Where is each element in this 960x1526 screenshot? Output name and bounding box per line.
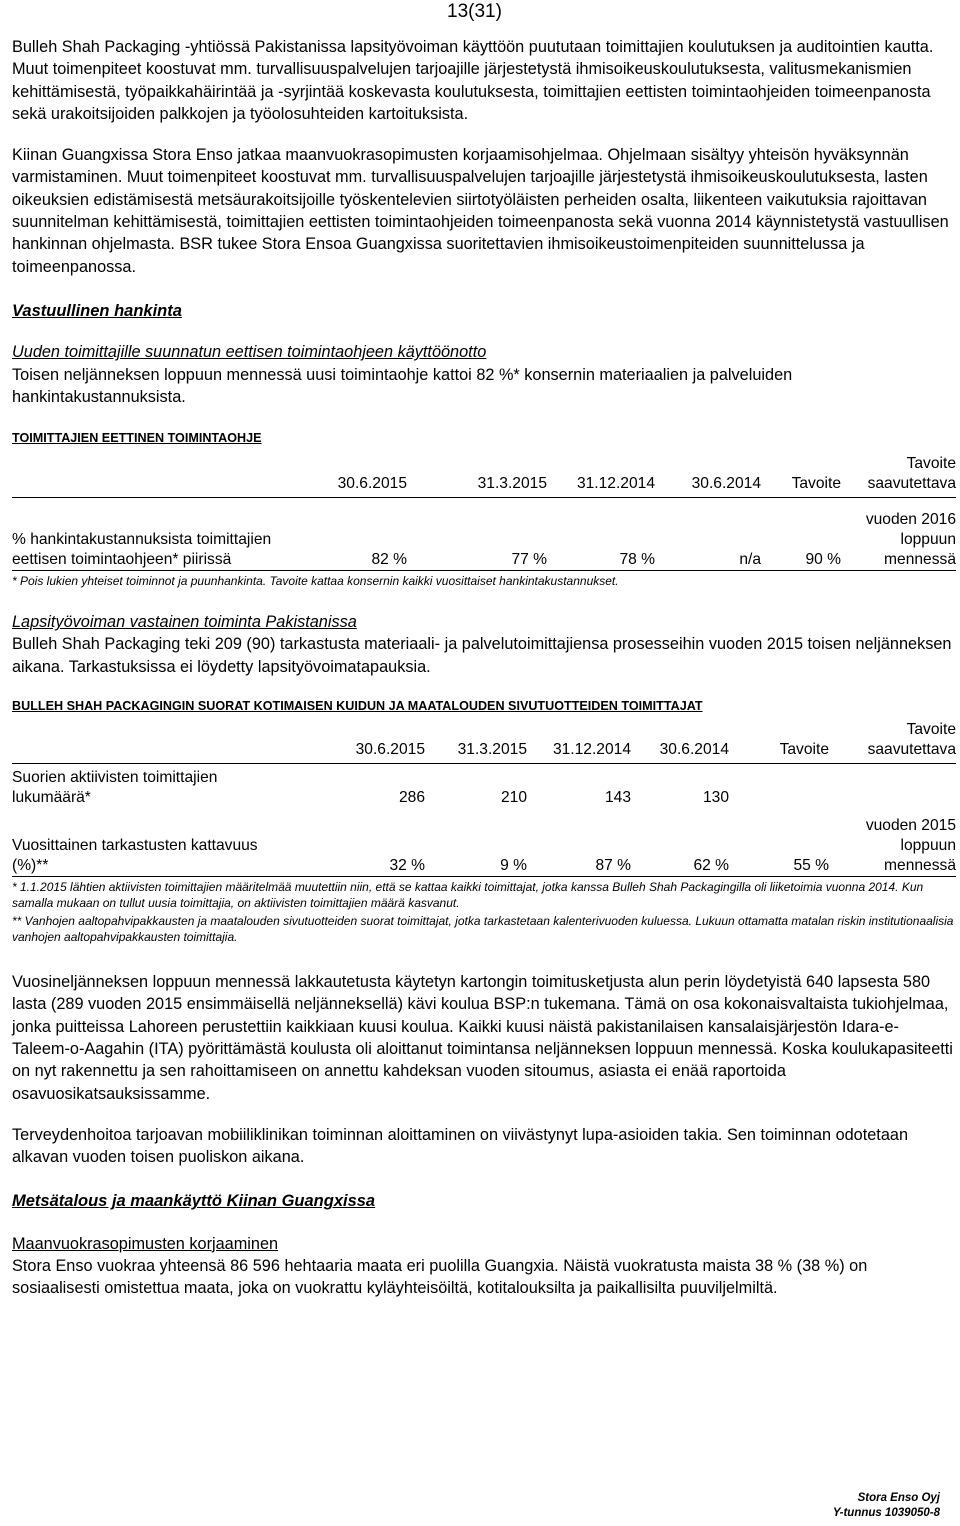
table-cell: 90 %	[761, 498, 841, 571]
table-cell: 130	[702, 789, 729, 807]
column-header: 31.12.2014	[547, 454, 655, 498]
subheading-child-labour: Lapsityövoiman vastainen toiminta Pakistanissa	[12, 613, 357, 632]
table-cell: n/a	[655, 498, 761, 571]
table-row	[12, 808, 956, 877]
paragraph-child-labour: Bulleh Shah Packaging teki 209 (90) tarkastusta materiaali- ja palvelutoimittajiensa prosesseihin vuoden 2015 toisen neljänneksen aikana. Tarkastuksissa ei löydetty lapsityövoimatapauksia.	[12, 635, 952, 676]
table-cell: 87 %	[527, 808, 631, 877]
table-cell: 32 %	[330, 808, 425, 877]
document-body	[12, 36, 956, 1300]
subheading-code-of-conduct: Uuden toimittajille suunnatun eettisen toimintaohjeen käyttöönotto	[12, 343, 487, 362]
row-label: % hankintakustannuksista toimittajien eettisen toimintaohjeen* piirissä	[12, 498, 330, 571]
page-footer	[833, 1491, 940, 1521]
footnote-table2-active-suppliers: * 1.1.2015 lähtien aktiivisten toimittajien määritelmää muutettiin niin, että se kattaa kaikki toimittajat, jotka kanssa Bulleh Shah Packagingilla oli liiketoimia vuonna 2014. Kun samalla mukaan on tullut uusia toimittajia, on aktiivisten toimittajien määrä kasvanut.	[12, 880, 924, 911]
footer-company: Stora Enso Oyj	[857, 1492, 940, 1504]
table-cell: 62 %	[631, 808, 729, 877]
footnote-table1: * Pois lukien yhteiset toiminnot ja puunhankinta. Tavoite kattaa konsernin kaikki vuosittaiset hankintakustannukset.	[12, 574, 619, 589]
column-header: Tavoite	[729, 720, 829, 764]
subsection-land-lease	[12, 1233, 956, 1300]
subsection-code-of-conduct	[12, 341, 956, 408]
table-cell: 55 %	[729, 808, 829, 877]
paragraph-mobile-clinic: Terveydenhoitoa tarjoavan mobiiliklinikan toiminnan aloittaminen on viivästynyt lupa-asioiden takia. Sen toiminnan odotetaan alkavan vuoden toisen puoliskon aikana.	[12, 1125, 909, 1167]
footer-business-id: Y-tunnus 1039050-8	[832, 1507, 940, 1519]
column-header: 31.3.2015	[425, 720, 527, 764]
paragraph-schools: Vuosineljänneksen loppuun mennessä lakkautetusta käytetyn kartongin toimitusketjusta alun perin löydetyistä 640 lapsesta 580 lasta (289 vuoden 2015 ensimmäisellä neljänneksellä) kävi koulua BSP:n tukemana. Tämä on osa kokonaisvaltaista tukiohjelmaa, jonka puitteissa Lahoreen perustettiin kaikkiaan kuusi koulua. Kaikki kuusi näistä pakistanilaisen kansalaisjärjestön Idara-e-Taleem-o-Aagahin (ITA) pyörittämästä koulusta oli aloittanut toimintansa neljänneksen loppuun mennessä. Koska koulukapasiteetti on nyt rakennettu ja sen rahoittamiseen on annettu kahdeksan vuoden sitoumus, asiasta ei enää raportoida osavuosikatsauksissamme.	[12, 973, 953, 1103]
row-label: Vuosittainen tarkastusten kattavuus (%)**	[12, 808, 330, 877]
table-cell: 210	[500, 789, 527, 807]
table-row	[12, 764, 956, 809]
section-heading-vastuullinen-hankinta: Vastuullinen hankinta	[12, 301, 182, 320]
column-header: 31.3.2015	[407, 454, 547, 498]
table-title-code-of-conduct: TOIMITTAJIEN EETTINEN TOIMINTAOHJE	[12, 431, 262, 446]
column-header: 31.12.2014	[527, 720, 631, 764]
table-cell: 77 %	[407, 498, 547, 571]
column-header: 30.6.2014	[655, 454, 761, 498]
table-cell: 9 %	[425, 808, 527, 877]
table-cell: 286	[398, 789, 425, 807]
row-label: Suorien aktiivisten toimittajien lukumäärä*	[12, 769, 218, 807]
table-row	[12, 498, 956, 571]
target-cell: vuoden 2016 loppuun mennessä	[841, 498, 956, 571]
column-header: Tavoite	[761, 454, 841, 498]
footnote-table2-audit-coverage: ** Vanhojen aaltopahvipakkausten ja maatalouden sivutuotteiden suorat toimittajat, jotka tarkastetaan kalenterivuoden kuluessa. Lukuun ottamatta matalan riskin institutionaalisia vanhojen aaltopahvipakkausten toimittajia.	[12, 914, 954, 945]
column-header: 30.6.2015	[330, 454, 407, 498]
column-header-target: Tavoite saavutettava	[841, 454, 956, 498]
table-suppliers	[12, 720, 956, 877]
section-heading-metsatalous: Metsätalous ja maankäyttö Kiinan Guangxissa	[12, 1192, 376, 1211]
table-cell: 78 %	[547, 498, 655, 571]
subsection-child-labour	[12, 611, 956, 678]
column-header-target: Tavoite saavutettava	[829, 720, 956, 764]
table-code-of-conduct	[12, 454, 956, 571]
subheading-land-lease: Maanvuokrasopimusten korjaaminen	[12, 1234, 279, 1253]
table-header-row	[12, 454, 956, 498]
target-cell: vuoden 2015 loppuun mennessä	[829, 808, 956, 877]
column-header: 30.6.2015	[330, 720, 425, 764]
table-title-suppliers: BULLEH SHAH PACKAGINGIN SUORAT KOTIMAISEN KUIDUN JA MAATALOUDEN SIVUTUOTTEIDEN TOIMITTAJAT	[12, 699, 703, 714]
paragraph-bulleh-shah: Bulleh Shah Packaging -yhtiössä Pakistanissa lapsityövoiman käyttöön puututaan toimittajien koulutuksen ja auditointien kautta. Muut toimenpiteet koostuvat mm. turvallisuuspalvelujen tarjoajille järjestetystä ihmisoikeuskoulutuksesta, valitusmekanismien kehittämisestä, työpaikkahäirintää ja -syrjintää koskevasta koulutuksesta, toimittajien eettisten toimintaohjeiden toimeenpanosta sekä urakoitsijoiden palkkojen ja työolosuhteiden kartoituksista.	[12, 38, 934, 123]
page-number: 13(31)	[447, 1, 502, 22]
paragraph-code-of-conduct: Toisen neljänneksen loppuun mennessä uusi toimintaohje kattoi 82 %* konsernin materiaalien ja palveluiden hankintakustannuksista.	[12, 365, 793, 406]
column-header: 30.6.2014	[631, 720, 729, 764]
paragraph-land-lease: Stora Enso vuokraa yhteensä 86 596 hehtaaria maata eri puolilla Guangxia. Näistä vuokratusta maista 38 % (38 %) on sosiaalisesti omistettua maata, joka on vuokrattu kyläyhteisöiltä, kotitalouksilta ja paikallisilta puuviljelmiltä.	[12, 1257, 868, 1298]
table-cell: 143	[604, 789, 631, 807]
table-cell	[729, 764, 829, 809]
table-cell: 82 %	[330, 498, 407, 571]
table-header-row	[12, 720, 956, 764]
paragraph-guangxi: Kiinan Guangxissa Stora Enso jatkaa maanvuokrasopimusten korjaamisohjelmaa. Ohjelmaan sisältyy yhteisön hyväksynnän varmistaminen. Muut toimenpiteet koostuvat mm. turvallisuuspalvelujen tarjoajille järjestetystä ihmisoikeuskoulutuksesta, lasten oikeuksien edistämisestä metsäurakoitsijoille työskentelevien siirtotyöläisten perheiden osalta, liikenteen vaikutuksia rajoittavan suunnitelman kehittämisestä, toimittajien eettisten toimintaohjeiden toimeenpanosta sekä vuonna 2014 käynnistetystä vastuullisen hankinnan ohjelmasta. BSR tukee Stora Ensoa Guangxissa suoritettavien ihmisoikeustoimenpiteiden suunnittelussa ja toimeenpanossa.	[12, 146, 949, 276]
